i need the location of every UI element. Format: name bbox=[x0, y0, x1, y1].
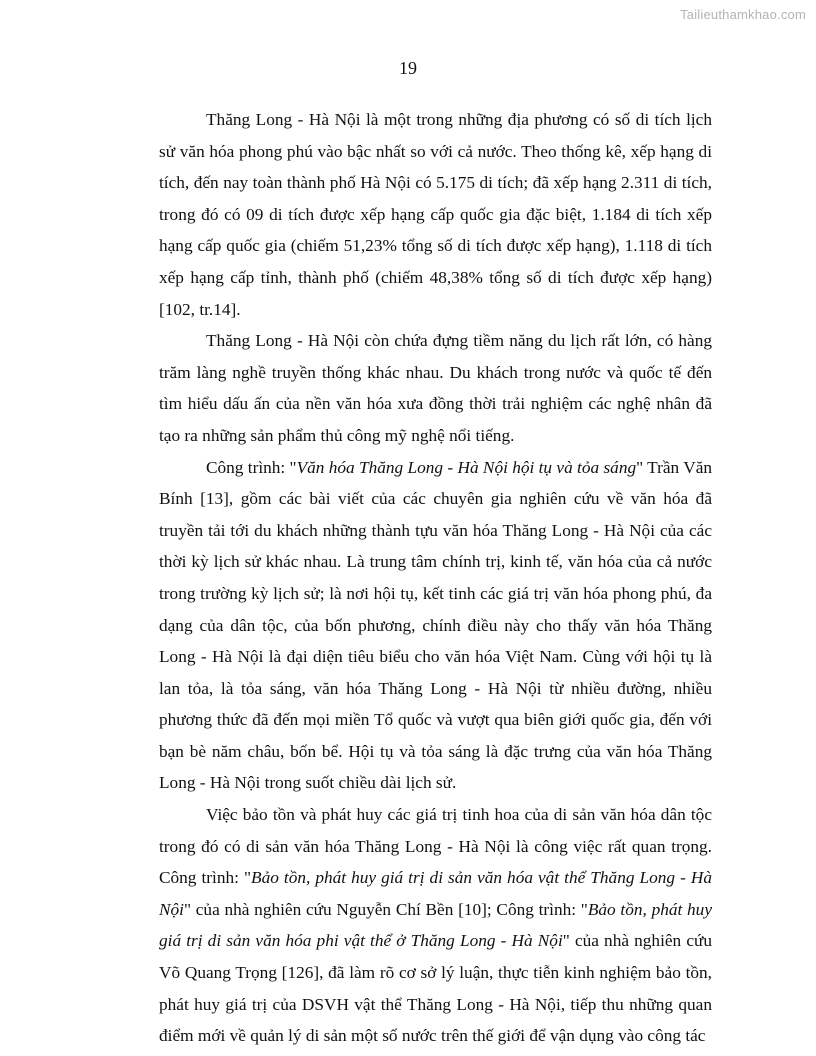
paragraph-4 bbox=[159, 799, 712, 1052]
page-number: 19 bbox=[399, 58, 417, 78]
watermark: Tailieuthamkhao.com bbox=[680, 7, 806, 22]
paragraph-4-rest: " của nhà nghiên cứu Võ Quang Trọng [126], đã làm rõ cơ sở lý luận, thực tiễn kinh nghiệm bảo tồn, phát huy giá trị của DSVH vật thể Thăng Long - Hà Nội, tiếp thu những quan điểm mới về quản lý di sản một số nước trên thế giới để vận dụng vào công tác bbox=[159, 931, 713, 1046]
document-body bbox=[159, 104, 712, 1052]
work-title-phi-vat-the: Bảo tồn, phát huy giá trị di sản văn hóa phi vật thể ở Thăng Long - Hà Nội bbox=[159, 899, 712, 951]
paragraph-3-lead: Công trình: " bbox=[206, 457, 297, 477]
paragraph-3 bbox=[159, 452, 712, 800]
paragraph-1: Thăng Long - Hà Nội là một trong những địa phương có số di tích lịch sử văn hóa phong phú vào bậc nhất so với cả nước. Theo thống kê, xếp hạng di tích, đến nay toàn thành phố Hà Nội có 5.175 di tích; đã xếp hạng 2.311 di tích, trong đó có 09 di tích được xếp hạng cấp quốc gia đặc biệt, 1.184 di tích xếp hạng cấp quốc gia (chiếm 51,23% tổng số di tích được xếp hạng), 1.118 di tích xếp hạng cấp tỉnh, thành phố (chiếm 48,38% tổng số di tích được xếp hạng) [102, tr.14]. bbox=[159, 110, 712, 319]
work-title-van-hoa-thang-long: Văn hóa Thăng Long - Hà Nội hội tụ và tỏa sáng bbox=[296, 457, 637, 477]
paragraph-4-lead: Việc bảo tồn và phát huy các giá trị tinh hoa của di sản văn hóa dân tộc trong đó có di sản văn hóa Thăng Long - Hà Nội là công việc rất quan trọng. Công trình: " bbox=[159, 805, 712, 888]
paragraph-4-mid: " của nhà nghiên cứu Nguyễn Chí Bền [10]; Công trình: " bbox=[183, 899, 588, 919]
paragraph-3-rest: " Trần Văn Bính [13], gồm các bài viết của các chuyên gia nghiên cứu về văn hóa đã truyền tải tới du khách những thành tựu văn hóa Thăng Long - Hà Nội của các thời kỳ lịch sử khác nhau. Là trung tâm chính trị, kinh tế, văn hóa của cả nước trong trường kỳ lịch sử; là nơi hội tụ, kết tinh các giá trị văn hóa phong phú, đa dạng của dân tộc, của bốn phương, chính điều này cho thấy văn hóa Thăng Long - Hà Nội là đại diện tiêu biểu cho văn hóa Việt Nam. Cùng với hội tụ là lan tỏa, là tỏa sáng, văn hóa Thăng Long - Hà Nội từ nhiều đường, nhiều phương thức đã đến mọi miền Tổ quốc và vượt qua biên giới quốc gia, đến với bạn bè năm châu, bốn bể. Hội tụ và tỏa sáng là đặc trưng của văn hóa Thăng Long - Hà Nội trong suốt chiều dài lịch sử. bbox=[159, 457, 713, 793]
work-title-vat-the: Bảo tồn, phát huy giá trị di sản văn hóa vật thể Thăng Long - Hà Nội bbox=[159, 868, 712, 919]
paragraph-2: Thăng Long - Hà Nội còn chứa đựng tiềm năng du lịch rất lớn, có hàng trăm làng nghề truyền thống khác nhau. Du khách trong nước và quốc tế đến tìm hiểu dấu ấn của nền văn hóa xưa đồng thời trải nghiệm các nghệ nhân đã tạo ra những sản phẩm thủ công mỹ nghệ nổi tiếng. bbox=[159, 331, 712, 445]
